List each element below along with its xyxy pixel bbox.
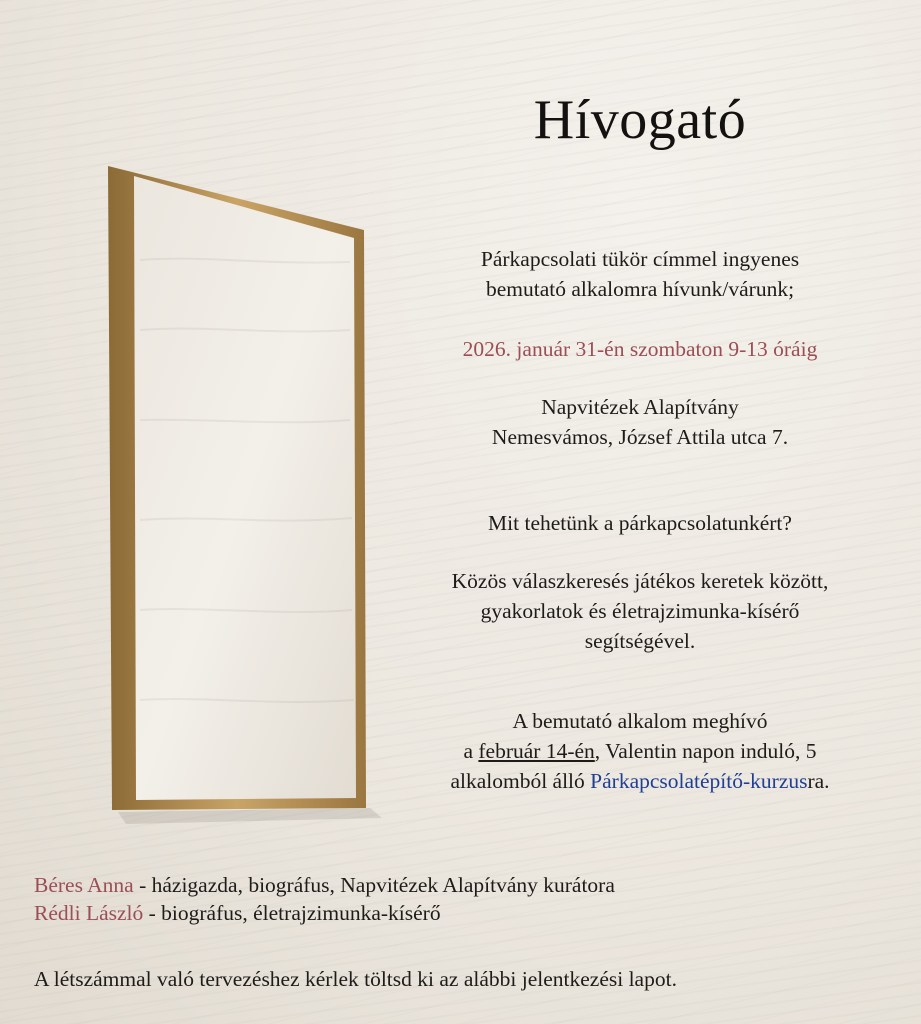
host-row [34, 872, 904, 900]
host-role: - házigazda, biográfus, Napvitézek Alapítvány kurátora [133, 873, 615, 897]
event-date: 2026. január 31-én szombaton 9-13 óráig [462, 337, 818, 361]
invitation-line [380, 736, 900, 766]
invitation-line [380, 766, 900, 796]
invitation-prefix: a [463, 739, 479, 764]
intro-line: bemutató alkalomra hívunk/várunk; [485, 277, 795, 302]
intro-line: Párkapcsolati tükör címmel ingyenes [480, 247, 800, 271]
host-name: Béres Anna [34, 873, 134, 897]
invitation-line: A bemutató alkalom meghívó [512, 709, 768, 733]
host-row [34, 900, 904, 928]
description-line: segítségével. [584, 629, 696, 654]
mirror-glass [134, 176, 356, 800]
description-line: Közös válaszkeresés játékos keretek között, [451, 569, 829, 593]
description [380, 566, 900, 656]
venue-address: Nemesvámos, József Attila utca 7. [491, 425, 789, 450]
description-line: gyakorlatok és életrajzimunka-kísérő [480, 599, 800, 624]
invitation [380, 706, 900, 796]
host-role: - biográfus, életrajzimunka-kísérő [143, 900, 441, 925]
intro-text [380, 244, 900, 304]
question: Mit tehetünk a párkapcsolatunkért? [488, 511, 792, 535]
hosts-list [34, 872, 904, 928]
invitation-suffix: ra. [807, 769, 830, 794]
course-start-date: február 14-én [478, 739, 595, 764]
venue [380, 392, 900, 452]
host-name: Rédli László [34, 900, 144, 925]
invitation-prefix: alkalomból álló [450, 769, 591, 794]
page-title: Hívogató [533, 89, 747, 151]
closing-note: A létszámmal való tervezéshez kérlek töltsd ki az alábbi jelentkezési lapot. [34, 967, 677, 991]
invitation-suffix: , Valentin napon induló, 5 [594, 739, 817, 764]
course-link[interactable]: Párkapcsolatépítő-kurzus [590, 769, 808, 794]
venue-name: Napvitézek Alapítvány [541, 395, 739, 419]
